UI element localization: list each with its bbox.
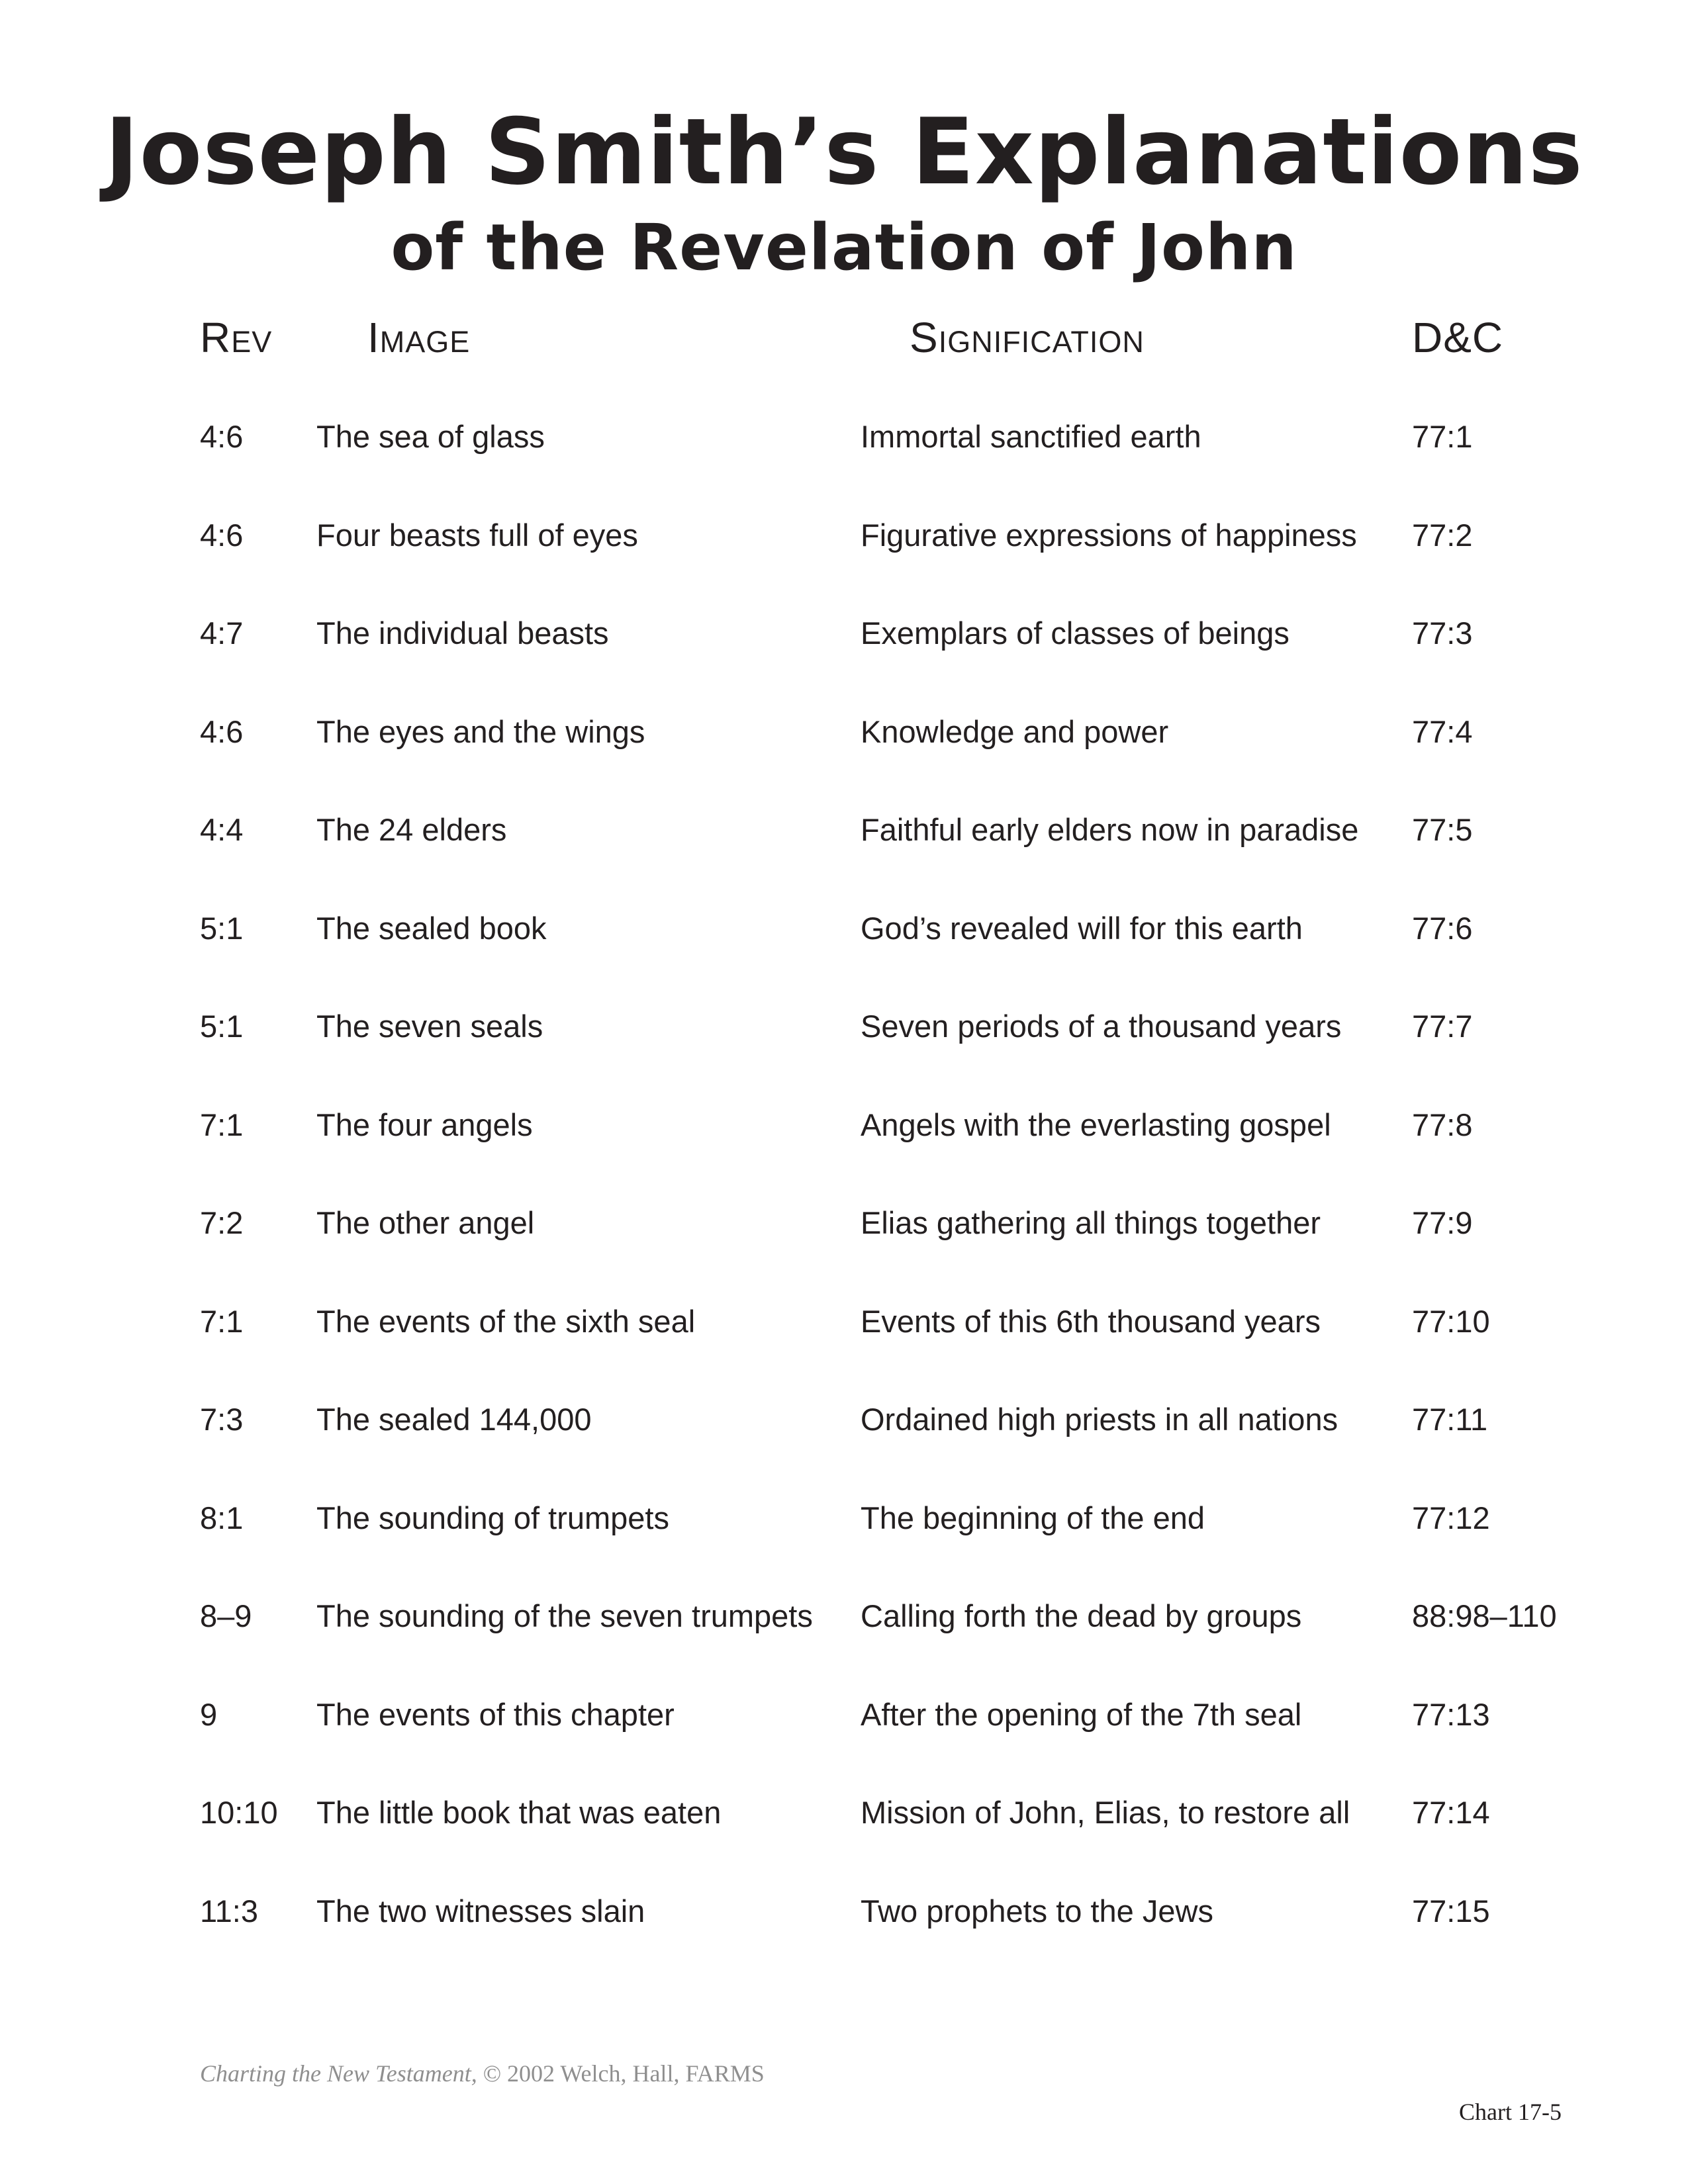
table-row	[0, 1099, 1688, 1197]
cell-signification: Angels with the everlasting gospel	[861, 1107, 1331, 1142]
cell-image: The little book that was eaten	[316, 1795, 722, 1830]
cell-rev: 8:1	[200, 1500, 244, 1535]
table-row	[0, 1786, 1688, 1885]
cell-signification: Seven periods of a thousand years	[861, 1009, 1342, 1044]
cell-dc: 77:7	[1412, 1009, 1473, 1044]
cell-image: The four angels	[316, 1107, 533, 1142]
cell-signification: Figurative expressions of happiness	[861, 517, 1357, 553]
table-row	[0, 902, 1688, 1001]
cell-rev: 5:1	[200, 1009, 244, 1044]
table-row	[0, 803, 1688, 902]
cell-signification: Two prophets to the Jews	[861, 1893, 1213, 1929]
cell-dc: 77:1	[1412, 419, 1473, 454]
cell-dc: 77:11	[1412, 1402, 1488, 1437]
table-row	[0, 705, 1688, 804]
table-header-row	[0, 311, 1688, 377]
table-row	[0, 1295, 1688, 1394]
header-image: Image	[367, 314, 471, 361]
cell-signification: Events of this 6th thousand years	[861, 1303, 1321, 1339]
cell-rev: 11:3	[200, 1893, 258, 1929]
cell-image: The events of the sixth seal	[316, 1303, 696, 1339]
cell-rev: 4:4	[200, 812, 244, 847]
cell-rev: 7:3	[200, 1402, 244, 1437]
table-row	[0, 1492, 1688, 1590]
footer-chart-number: Chart 17-5	[1459, 2099, 1562, 2125]
table-row	[0, 1000, 1688, 1099]
cell-signification: God’s revealed will for this earth	[861, 910, 1303, 946]
cell-dc: 77:5	[1412, 812, 1473, 847]
cell-rev: 8–9	[200, 1598, 252, 1633]
cell-image: The sealed 144,000	[316, 1402, 592, 1437]
table-row	[0, 509, 1688, 608]
cell-signification: Elias gathering all things together	[861, 1205, 1321, 1240]
cell-image: The sounding of the seven trumpets	[316, 1598, 813, 1633]
cell-dc: 77:8	[1412, 1107, 1473, 1142]
page-subtitle: of the Revelation of John	[391, 210, 1297, 285]
cell-signification: The beginning of the end	[861, 1500, 1205, 1535]
cell-image: The sea of glass	[316, 419, 545, 454]
footer-source	[200, 2060, 765, 2087]
cell-image: The individual beasts	[316, 615, 609, 651]
cell-image: Four beasts full of eyes	[316, 517, 638, 553]
table-row	[0, 410, 1688, 509]
cell-dc: 77:12	[1412, 1500, 1490, 1535]
cell-signification: Calling forth the dead by groups	[861, 1598, 1302, 1633]
table-row	[0, 1197, 1688, 1295]
footer-source-rest: © 2002 Welch, Hall, FARMS	[477, 2060, 765, 2087]
cell-image: The eyes and the wings	[316, 713, 645, 749]
table-row	[0, 1590, 1688, 1688]
cell-rev: 4:6	[200, 419, 244, 454]
cell-dc: 77:9	[1412, 1205, 1473, 1240]
cell-image: The sounding of trumpets	[316, 1500, 669, 1535]
table-row	[0, 1393, 1688, 1492]
cell-signification: After the opening of the 7th seal	[861, 1696, 1302, 1732]
cell-signification: Mission of John, Elias, to restore all	[861, 1795, 1350, 1830]
cell-signification: Immortal sanctified earth	[861, 419, 1201, 454]
cell-rev: 7:1	[200, 1107, 244, 1142]
cell-dc: 77:4	[1412, 713, 1473, 749]
cell-image: The events of this chapter	[316, 1696, 675, 1732]
cell-dc: 77:10	[1412, 1303, 1490, 1339]
header-signification: Signification	[910, 314, 1145, 361]
cell-rev: 5:1	[200, 910, 244, 946]
cell-dc: 77:15	[1412, 1893, 1490, 1929]
table-body	[0, 410, 1688, 1983]
cell-image: The 24 elders	[316, 812, 507, 847]
cell-signification: Knowledge and power	[861, 713, 1169, 749]
table-row	[0, 1688, 1688, 1787]
cell-dc: 77:14	[1412, 1795, 1490, 1830]
table-row	[0, 1885, 1688, 1983]
page-title: Joseph Smith’s Explanations	[105, 99, 1583, 205]
cell-signification: Faithful early elders now in paradise	[861, 812, 1359, 847]
cell-dc: 77:13	[1412, 1696, 1490, 1732]
cell-signification: Ordained high priests in all nations	[861, 1402, 1338, 1437]
footer-source-title: Charting the New Testament,	[200, 2060, 477, 2087]
cell-rev: 9	[200, 1696, 218, 1732]
cell-image: The seven seals	[316, 1009, 543, 1044]
cell-rev: 4:6	[200, 713, 244, 749]
table-row	[0, 607, 1688, 705]
cell-dc: 77:3	[1412, 615, 1473, 651]
cell-rev: 10:10	[200, 1795, 278, 1830]
cell-rev: 7:2	[200, 1205, 244, 1240]
cell-dc: 77:2	[1412, 517, 1473, 553]
cell-dc: 88:98–110	[1412, 1598, 1557, 1633]
cell-rev: 4:6	[200, 517, 244, 553]
cell-signification: Exemplars of classes of beings	[861, 615, 1289, 651]
cell-image: The sealed book	[316, 910, 547, 946]
header-dc: D&C	[1412, 314, 1504, 361]
cell-image: The two witnesses slain	[316, 1893, 645, 1929]
cell-dc: 77:6	[1412, 910, 1473, 946]
cell-rev: 4:7	[200, 615, 244, 651]
header-rev: Rev	[200, 314, 273, 361]
cell-image: The other angel	[316, 1205, 535, 1240]
cell-rev: 7:1	[200, 1303, 244, 1339]
